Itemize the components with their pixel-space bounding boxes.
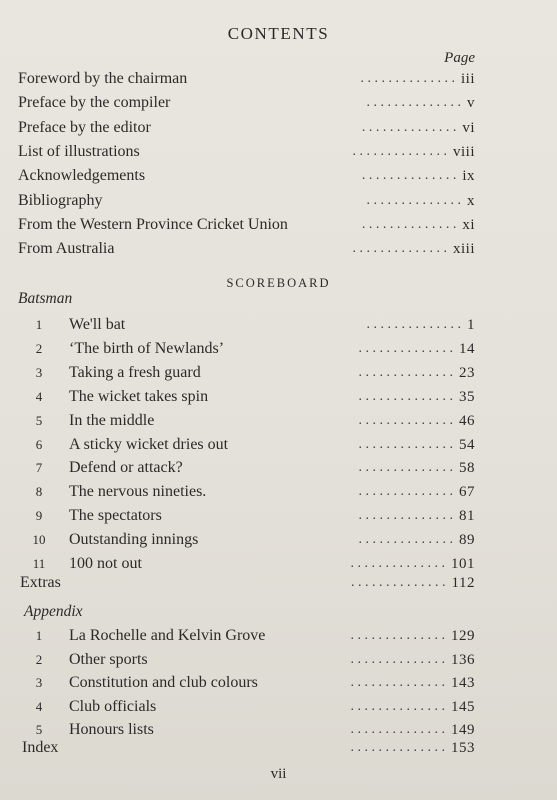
extras-entry — [20, 572, 475, 594]
entry-page-number: 54 — [459, 436, 475, 453]
dot-leader: . . . . . . . . . . . . . . — [358, 340, 453, 356]
entry-page-number: 136 — [451, 651, 475, 668]
entry-title: The spectators — [69, 507, 162, 525]
entry-page-number: 67 — [459, 484, 475, 501]
entry-page-number: vi — [462, 119, 475, 136]
chapter-entry — [24, 457, 475, 479]
dot-leader: . . . . . . . . . . . . . . — [361, 119, 457, 135]
dot-leader: . . . . . . . . . . . . . . — [350, 722, 445, 737]
dot-leader: . . . . . . . . . . . . . . — [358, 436, 453, 452]
chapter-entry — [24, 505, 475, 527]
entry-page-number: ix — [462, 168, 475, 185]
entry-title: The wicket takes spin — [69, 387, 209, 405]
appendix-entry — [24, 649, 475, 671]
entry-title: ‘The birth of Newlands’ — [69, 339, 225, 357]
entry-page-number: 149 — [451, 722, 475, 738]
entry-number: 7 — [35, 460, 43, 476]
dot-leader: . . . . . . . . . . . . . . — [350, 740, 445, 755]
dot-leader: . . . . . . . . . . . . . . — [361, 168, 457, 184]
entry-number: 5 — [35, 412, 43, 428]
front-matter-entry — [18, 68, 475, 90]
dot-leader: . . . . . . . . . . . . . . — [350, 675, 445, 690]
entry-page-number: 81 — [459, 508, 475, 525]
entry-page-number: 35 — [459, 388, 475, 405]
entry-page-number: x — [467, 192, 475, 209]
entry-number: 9 — [35, 508, 43, 524]
dot-leader: . . . . . . . . . . . . . . — [358, 460, 453, 476]
entry-number: 6 — [35, 436, 43, 452]
chapter-entry — [24, 529, 475, 551]
dot-leader: . . . . . . . . . . . . . . — [350, 698, 445, 714]
entry-title: Extras — [20, 574, 61, 591]
dot-leader: . . . . . . . . . . . . . . — [361, 216, 457, 232]
entry-number: 1 — [35, 628, 43, 643]
appendix-entry — [24, 625, 475, 647]
entry-page-number: 145 — [451, 698, 475, 715]
entry-page-number: viii — [452, 143, 475, 160]
page-column-header: Page — [444, 50, 475, 66]
entry-title: In the middle — [69, 411, 155, 429]
entry-page-number: 89 — [459, 532, 475, 549]
chapter-entry — [24, 410, 475, 432]
entry-page-number: v — [467, 95, 475, 112]
entry-title: The nervous nineties. — [69, 483, 207, 501]
chapter-entry — [24, 386, 475, 408]
dot-leader: . . . . . . . . . . . . . . — [352, 143, 447, 159]
front-matter-entry — [18, 165, 475, 187]
entry-number: 3 — [35, 675, 43, 690]
entry-page-number: 143 — [451, 675, 475, 691]
entry-number: 2 — [35, 340, 43, 356]
entry-title: Preface by the editor — [18, 118, 151, 136]
appendix-heading: Appendix — [24, 603, 83, 620]
dot-leader: . . . . . . . . . . . . . . — [366, 192, 461, 208]
page-title: CONTENTS — [227, 24, 330, 43]
entry-title: We'll bat — [69, 316, 126, 333]
entry-page-number: xi — [462, 216, 475, 233]
entry-number: 8 — [35, 484, 43, 500]
entry-title: Foreword by the chairman — [18, 70, 188, 87]
appendix-entry — [24, 696, 475, 718]
entry-title: List of illustrations — [18, 142, 140, 160]
entry-title: Honours lists — [69, 721, 154, 738]
batsman-heading: Batsman — [18, 290, 73, 307]
dot-leader: . . . . . . . . . . . . . . — [350, 628, 445, 643]
entry-number: 10 — [32, 532, 46, 548]
entry-title: Outstanding innings — [69, 531, 199, 549]
entry-title: 100 not out — [69, 555, 142, 572]
dot-leader: . . . . . . . . . . . . . . — [350, 651, 445, 667]
page-number-footer: vii — [270, 766, 287, 782]
dot-leader: . . . . . . . . . . . . . . — [352, 241, 447, 257]
entry-title: Index — [22, 739, 59, 756]
front-matter-entry — [18, 141, 475, 163]
entry-title: Bibliography — [18, 191, 103, 209]
dot-leader: . . . . . . . . . . . . . . — [351, 575, 446, 590]
entry-title: Constitution and club colours — [69, 674, 258, 691]
dot-leader: . . . . . . . . . . . . . . — [358, 388, 453, 404]
section-title: SCOREBOARD — [226, 276, 331, 290]
entry-number: 3 — [35, 364, 43, 380]
entry-page-number: 153 — [451, 740, 475, 756]
chapter-entry — [24, 434, 475, 456]
entry-page-number: 101 — [451, 556, 475, 572]
front-matter-entry — [18, 214, 475, 236]
chapter-entry — [24, 338, 475, 360]
entry-page-number: xiii — [452, 241, 475, 258]
dot-leader: . . . . . . . . . . . . . . — [358, 532, 453, 548]
entry-page-number: 129 — [451, 628, 475, 644]
entry-title: From the Western Province Cricket Union — [18, 215, 288, 233]
entry-page-number: 23 — [459, 364, 475, 381]
dot-leader: . . . . . . . . . . . . . . — [358, 508, 453, 524]
dot-leader: . . . . . . . . . . . . . . — [358, 484, 453, 500]
dot-leader: . . . . . . . . . . . . . . — [358, 412, 453, 428]
entry-title: Defend or attack? — [69, 459, 183, 477]
chapter-entry — [24, 481, 475, 503]
entry-title: Taking a fresh guard — [69, 363, 201, 381]
entry-title: A sticky wicket dries out — [69, 435, 229, 453]
entry-number: 11 — [32, 556, 46, 571]
entry-page-number: 58 — [459, 460, 475, 477]
entry-number: 2 — [35, 651, 43, 667]
dot-leader: . . . . . . . . . . . . . . — [366, 317, 461, 332]
chapter-entry — [24, 362, 475, 384]
entry-number: 4 — [35, 698, 43, 714]
entry-number: 5 — [35, 722, 43, 737]
entry-number: 4 — [35, 388, 43, 404]
entry-title: Acknowledgements — [18, 167, 146, 185]
entry-number: 1 — [35, 317, 43, 332]
chapter-entry — [24, 314, 475, 336]
entry-page-number: 112 — [451, 575, 475, 591]
entry-title: La Rochelle and Kelvin Grove — [69, 627, 266, 644]
front-matter-entry — [18, 190, 475, 212]
dot-leader: . . . . . . . . . . . . . . — [350, 556, 445, 571]
front-matter-entry — [18, 117, 475, 139]
appendix-entry — [24, 672, 475, 694]
front-matter-entry — [18, 238, 475, 260]
index-entry — [22, 737, 475, 759]
front-matter-entry — [18, 92, 475, 114]
dot-leader: . . . . . . . . . . . . . . — [360, 71, 455, 86]
entry-page-number: 46 — [459, 412, 475, 429]
entry-title: Club officials — [69, 697, 157, 715]
entry-page-number: 14 — [459, 340, 475, 357]
entry-title: Other sports — [69, 650, 148, 668]
entry-page-number: 1 — [467, 317, 475, 333]
dot-leader: . . . . . . . . . . . . . . — [366, 95, 461, 111]
dot-leader: . . . . . . . . . . . . . . — [358, 364, 453, 380]
entry-title: Preface by the compiler — [18, 94, 171, 112]
entry-page-number: iii — [460, 71, 475, 87]
entry-title: From Australia — [18, 240, 115, 258]
